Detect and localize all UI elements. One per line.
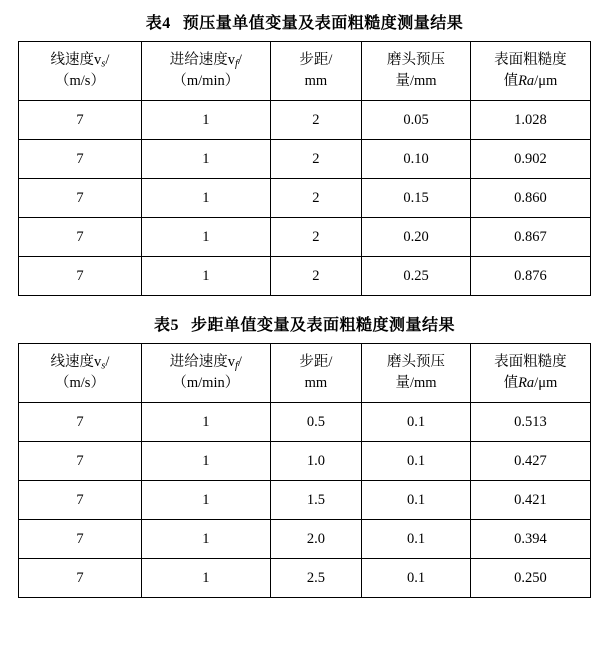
cell-roughness: 0.250 — [470, 559, 590, 598]
cell-preload: 0.10 — [362, 140, 471, 179]
header-unit: （m/min） — [172, 73, 240, 90]
table-caption-number-1: 表4 — [145, 15, 171, 32]
column-header-step — [270, 344, 362, 403]
column-header-roughness — [470, 344, 590, 403]
cell-step: 2 — [270, 257, 362, 296]
cell-line-speed: 7 — [19, 442, 142, 481]
cell-line-speed: 7 — [19, 559, 142, 598]
table-row — [19, 101, 591, 140]
table-header-2 — [19, 344, 591, 403]
cell-roughness: 0.513 — [470, 403, 590, 442]
header-text: 表面粗糙度 — [494, 51, 567, 68]
table-row — [19, 559, 591, 598]
cell-preload: 0.15 — [362, 179, 471, 218]
table-block-2 — [18, 302, 591, 598]
cell-line-speed: 7 — [19, 218, 142, 257]
cell-preload: 0.1 — [362, 442, 471, 481]
table-body-1 — [19, 101, 591, 296]
cell-step: 2 — [270, 218, 362, 257]
table-block-1 — [18, 0, 591, 296]
table-row — [19, 257, 591, 296]
header-unit: （m/s） — [55, 73, 105, 90]
cell-roughness: 1.028 — [470, 101, 590, 140]
cell-roughness: 0.876 — [470, 257, 590, 296]
cell-feed-speed: 1 — [141, 559, 270, 598]
table-body-2 — [19, 403, 591, 598]
header-unit-slash: / — [237, 51, 242, 68]
column-header-feed-speed — [141, 42, 270, 101]
header-text: 进给速度v — [169, 353, 235, 370]
table-caption-title-2: 步距单值变量及表面粗糙度测量结果 — [191, 317, 456, 334]
header-text: 进给速度v — [169, 51, 235, 68]
table-row — [19, 140, 591, 179]
header-text: 磨头预压 — [387, 51, 445, 68]
header-text: 表面粗糙度 — [494, 353, 567, 370]
header-text: 线速度v — [50, 353, 102, 370]
cell-preload: 0.1 — [362, 520, 471, 559]
cell-preload: 0.1 — [362, 559, 471, 598]
data-table-1 — [18, 41, 591, 296]
column-header-line-speed — [19, 344, 142, 403]
cell-roughness: 0.902 — [470, 140, 590, 179]
cell-step: 2 — [270, 179, 362, 218]
cell-feed-speed: 1 — [141, 218, 270, 257]
header-subscript: s — [101, 360, 106, 372]
cell-step: 0.5 — [270, 403, 362, 442]
cell-feed-speed: 1 — [141, 403, 270, 442]
table-row — [19, 403, 591, 442]
header-unit: mm — [304, 375, 328, 391]
table-row — [19, 520, 591, 559]
column-header-step — [270, 42, 362, 101]
cell-line-speed: 7 — [19, 403, 142, 442]
table-row — [19, 218, 591, 257]
cell-roughness: 0.427 — [470, 442, 590, 481]
column-header-feed-speed — [141, 344, 270, 403]
cell-line-speed: 7 — [19, 101, 142, 140]
header-text: 步距/ — [299, 51, 333, 68]
cell-line-speed: 7 — [19, 140, 142, 179]
cell-step: 1.0 — [270, 442, 362, 481]
table-caption-title-1: 预压量单值变量及表面粗糙度测量结果 — [182, 15, 464, 32]
table-header-1 — [19, 42, 591, 101]
header-text: 线速度v — [50, 51, 102, 68]
header-unit: 量/mm — [395, 73, 437, 89]
cell-feed-speed: 1 — [141, 179, 270, 218]
cell-line-speed: 7 — [19, 179, 142, 218]
cell-preload: 0.20 — [362, 218, 471, 257]
table-row — [19, 179, 591, 218]
cell-line-speed: 7 — [19, 481, 142, 520]
table-caption-number-2: 表5 — [153, 317, 179, 334]
header-unit-slash: / — [237, 353, 242, 370]
table-caption-1 — [18, 0, 591, 41]
cell-preload: 0.05 — [362, 101, 471, 140]
cell-preload: 0.1 — [362, 481, 471, 520]
header-unit: 量/mm — [395, 375, 437, 391]
cell-feed-speed: 1 — [141, 481, 270, 520]
cell-feed-speed: 1 — [141, 520, 270, 559]
header-unit: mm — [304, 73, 328, 89]
header-unit: 值Ra/μm — [503, 73, 558, 89]
cell-roughness: 0.421 — [470, 481, 590, 520]
cell-step: 2 — [270, 140, 362, 179]
cell-roughness: 0.860 — [470, 179, 590, 218]
table-header-row — [19, 42, 591, 101]
column-header-preload — [362, 344, 471, 403]
cell-step: 1.5 — [270, 481, 362, 520]
header-unit-slash: / — [105, 353, 110, 370]
cell-line-speed: 7 — [19, 257, 142, 296]
header-unit-slash: / — [105, 51, 110, 68]
table-caption-2 — [18, 302, 591, 343]
column-header-roughness — [470, 42, 590, 101]
cell-feed-speed: 1 — [141, 442, 270, 481]
cell-preload: 0.25 — [362, 257, 471, 296]
header-subscript: f — [234, 360, 238, 372]
cell-line-speed: 7 — [19, 520, 142, 559]
cell-step: 2 — [270, 101, 362, 140]
header-subscript: s — [101, 58, 106, 70]
cell-step: 2.5 — [270, 559, 362, 598]
cell-preload: 0.1 — [362, 403, 471, 442]
cell-feed-speed: 1 — [141, 101, 270, 140]
cell-feed-speed: 1 — [141, 257, 270, 296]
table-row — [19, 442, 591, 481]
table-header-row — [19, 344, 591, 403]
cell-roughness: 0.394 — [470, 520, 590, 559]
data-table-2 — [18, 343, 591, 598]
header-unit: （m/s） — [55, 375, 105, 392]
cell-feed-speed: 1 — [141, 140, 270, 179]
header-unit: （m/min） — [172, 375, 240, 392]
header-text: 磨头预压 — [387, 353, 445, 370]
header-text: 步距/ — [299, 353, 333, 370]
column-header-line-speed — [19, 42, 142, 101]
cell-step: 2.0 — [270, 520, 362, 559]
column-header-preload — [362, 42, 471, 101]
header-unit: 值Ra/μm — [503, 375, 558, 391]
cell-roughness: 0.867 — [470, 218, 590, 257]
header-subscript: f — [234, 58, 238, 70]
table-row — [19, 481, 591, 520]
